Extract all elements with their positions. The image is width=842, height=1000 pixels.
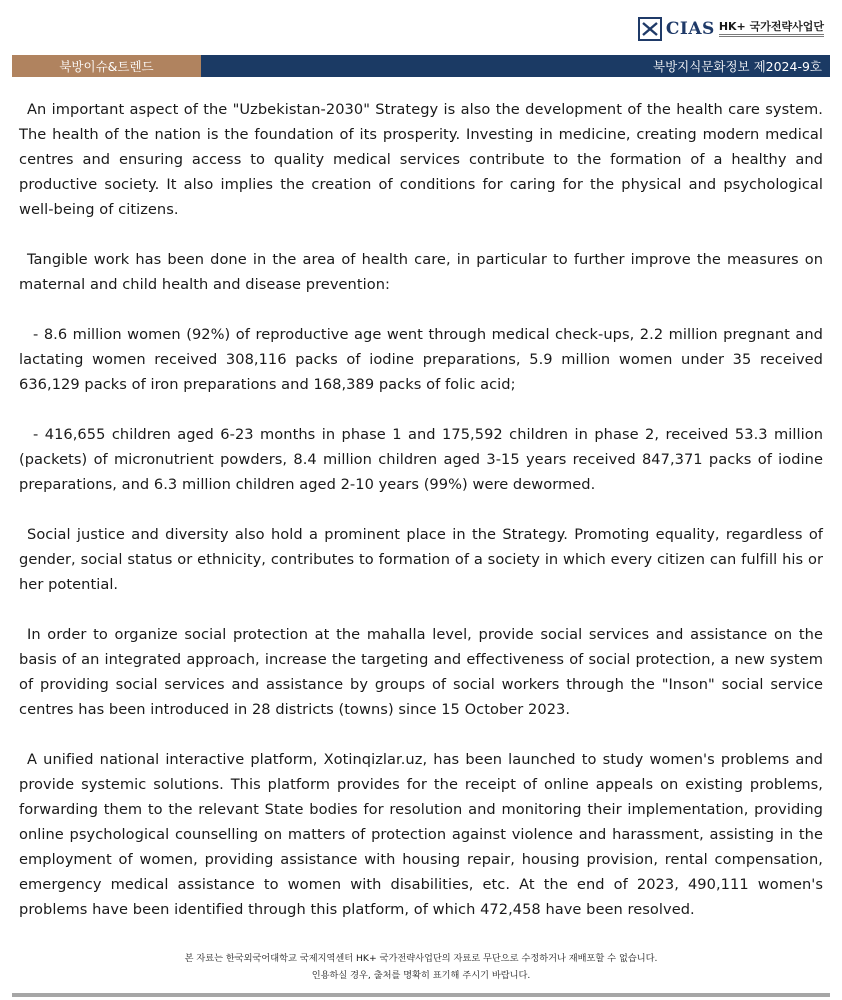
paragraph: In order to organize social protection at the mahalla level, provide social services and assistance on the basis of an integrated approach, increase the targeting and effectiveness of social protection, a new system of providing social services and assistance by groups of social workers through the "Inson" social service centres has been introduced in 28 districts (towns) since 15 October 2023. (19, 626, 823, 718)
footer-divider (12, 993, 830, 997)
section-tab: 북방이슈&트렌드 (12, 55, 201, 77)
logo-fine-print (719, 34, 824, 37)
paragraph: A unified national interactive platform, Xotinqizlar.uz, has been launched to study women's problems and provide systemic solutions. This platform provides for the receipt of online appeals on existing problems, forwarding them to the relevant State bodies for resolution and monitoring their implementation, providing online psychological counselling on matters of protection against violence and harassment, assisting in the employment of women, providing assistance with housing repair, housing provision, rental compensation, emergency medical assistance to women with disabilities, etc. At the end of 2023, 490,111 women's problems have been identified through this platform, of which 472,458 have been resolved. (19, 751, 823, 918)
logo-wordmark: CIAS (665, 19, 715, 39)
copyright-footer (0, 950, 842, 984)
logo-title: HK+ 국가전략사업단 (718, 20, 824, 33)
paragraph: Social justice and diversity also hold a prominent place in the Strategy. Promoting equality, regardless of gender, social status or ethnicity, contributes to formation of a society in which every citizen can fulfill his or her potential. (19, 526, 823, 593)
bullet-paragraph: - 416,655 children aged 6-23 months in phase 1 and 175,592 children in phase 2, received 53.3 million (packets) of micronutrient powders, 8.4 million children aged 3-15 years received 847,371 packs of iodine preparations, and 6.3 million children aged 2-10 years (99%) were dewormed. (19, 426, 823, 493)
header-bar (12, 55, 830, 77)
cias-emblem-icon (638, 17, 662, 41)
footer-line: 인용하실 경우, 출처를 명확히 표기해 주시기 바랍니다. (311, 970, 531, 981)
cias-logo (638, 14, 824, 44)
bullet-paragraph: - 8.6 million women (92%) of reproductive age went through medical check-ups, 2.2 million pregnant and lactating women received 308,116 packs of iodine preparations, 5.9 million women under 35 received 636,129 packs of iron preparations and 168,389 packs of folic acid; (19, 326, 823, 393)
paragraph: Tangible work has been done in the area of health care, in particular to further improve the measures on maternal and child health and disease prevention: (19, 251, 823, 293)
paragraph: An important aspect of the "Uzbekistan-2030" Strategy is also the development of the health care system. The health of the nation is the foundation of its prosperity. Investing in medicine, creating modern medical centres and ensuring access to quality medical services contribute to the formation of a healthy and productive society. It also implies the creation of conditions for caring for the physical and psychological well-being of citizens. (19, 101, 823, 218)
footer-line: 본 자료는 한국외국어대학교 국제지역센터 HK+ 국가전략사업단의 자료로 무단으로 수정하거나 재배포할 수 없습니다. (184, 953, 658, 964)
issue-label: 북방지식문화정보 제2024-9호 (201, 55, 830, 77)
article-body (19, 97, 823, 947)
